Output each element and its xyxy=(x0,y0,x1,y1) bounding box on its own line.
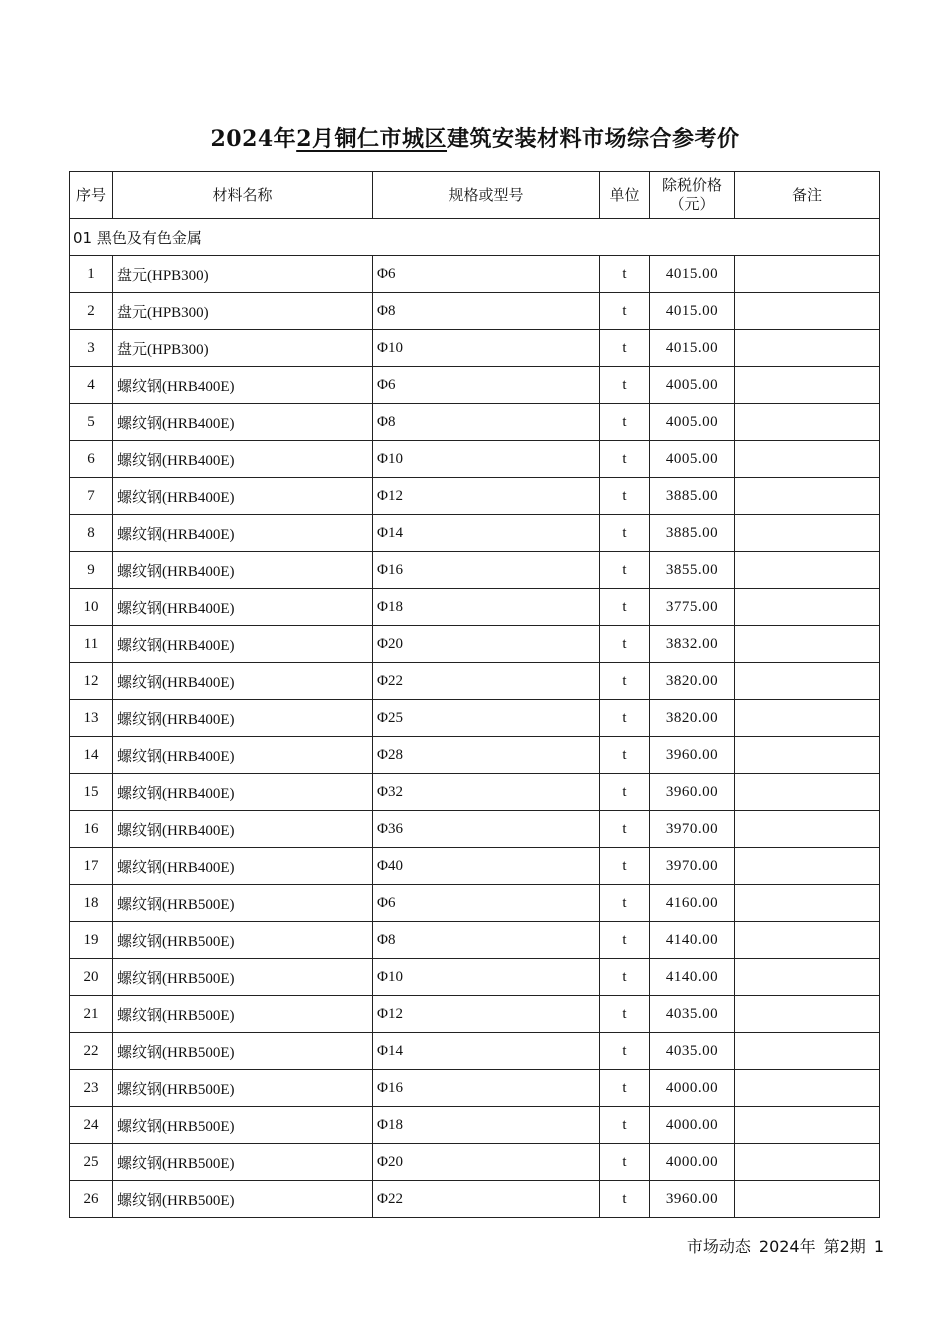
cell-name: 螺纹钢(HRB500E) xyxy=(113,1107,373,1144)
cell-no: 23 xyxy=(70,1070,113,1107)
cell-unit: t xyxy=(600,737,650,774)
cell-remark xyxy=(735,774,880,811)
cell-unit: t xyxy=(600,293,650,330)
cell-no: 24 xyxy=(70,1107,113,1144)
cell-remark xyxy=(735,330,880,367)
table-row xyxy=(70,811,880,848)
cell-unit: t xyxy=(600,1033,650,1070)
cell-remark xyxy=(735,663,880,700)
table-row xyxy=(70,959,880,996)
table-row xyxy=(70,1144,880,1181)
cell-remark xyxy=(735,737,880,774)
header-price-line1: 除税价格 xyxy=(661,176,722,194)
table-row xyxy=(70,626,880,663)
cell-spec: Φ14 xyxy=(373,1033,600,1070)
title-subject: 建筑安装材料市场综合参考价 xyxy=(447,126,740,152)
cell-unit: t xyxy=(600,404,650,441)
cell-remark xyxy=(735,1070,880,1107)
cell-name: 螺纹钢(HRB400E) xyxy=(113,552,373,589)
cell-spec: Φ25 xyxy=(373,700,600,737)
cell-no: 26 xyxy=(70,1181,113,1218)
cell-remark xyxy=(735,441,880,478)
cell-spec: Φ20 xyxy=(373,1144,600,1181)
cell-price: 3832.00 xyxy=(650,626,735,663)
table-row xyxy=(70,478,880,515)
cell-name: 螺纹钢(HRB400E) xyxy=(113,367,373,404)
cell-spec: Φ8 xyxy=(373,404,600,441)
header-spec: 规格或型号 xyxy=(373,172,600,219)
cell-spec: Φ12 xyxy=(373,478,600,515)
table-row xyxy=(70,256,880,293)
cell-unit: t xyxy=(600,663,650,700)
cell-remark xyxy=(735,848,880,885)
cell-name: 螺纹钢(HRB500E) xyxy=(113,922,373,959)
table-row xyxy=(70,330,880,367)
cell-no: 7 xyxy=(70,478,113,515)
table-row xyxy=(70,552,880,589)
cell-remark xyxy=(735,885,880,922)
cell-spec: Φ20 xyxy=(373,626,600,663)
cell-remark xyxy=(735,811,880,848)
table-row xyxy=(70,663,880,700)
cell-spec: Φ16 xyxy=(373,1070,600,1107)
cell-no: 2 xyxy=(70,293,113,330)
page-footer xyxy=(679,1234,884,1257)
cell-remark xyxy=(735,1107,880,1144)
cell-no: 25 xyxy=(70,1144,113,1181)
cell-spec: Φ8 xyxy=(373,293,600,330)
cell-remark xyxy=(735,404,880,441)
cell-price: 3960.00 xyxy=(650,1181,735,1218)
cell-spec: Φ10 xyxy=(373,441,600,478)
cell-no: 16 xyxy=(70,811,113,848)
table-row xyxy=(70,1070,880,1107)
cell-no: 14 xyxy=(70,737,113,774)
cell-spec: Φ16 xyxy=(373,552,600,589)
cell-remark xyxy=(735,256,880,293)
cell-no: 11 xyxy=(70,626,113,663)
cell-spec: Φ6 xyxy=(373,367,600,404)
cell-no: 17 xyxy=(70,848,113,885)
cell-price: 4140.00 xyxy=(650,959,735,996)
cell-name: 盘元(HPB300) xyxy=(113,256,373,293)
cell-name: 螺纹钢(HRB500E) xyxy=(113,996,373,1033)
cell-name: 螺纹钢(HRB400E) xyxy=(113,515,373,552)
header-price xyxy=(650,172,735,219)
cell-price: 3960.00 xyxy=(650,774,735,811)
cell-no: 15 xyxy=(70,774,113,811)
cell-price: 4000.00 xyxy=(650,1144,735,1181)
table-row xyxy=(70,737,880,774)
cell-price: 4035.00 xyxy=(650,996,735,1033)
table-row xyxy=(70,996,880,1033)
cell-name: 螺纹钢(HRB500E) xyxy=(113,885,373,922)
cell-no: 19 xyxy=(70,922,113,959)
cell-remark xyxy=(735,478,880,515)
cell-unit: t xyxy=(600,959,650,996)
cell-unit: t xyxy=(600,441,650,478)
cell-name: 螺纹钢(HRB500E) xyxy=(113,1070,373,1107)
table-row xyxy=(70,885,880,922)
table-row xyxy=(70,589,880,626)
cell-price: 3820.00 xyxy=(650,700,735,737)
cell-no: 8 xyxy=(70,515,113,552)
cell-spec: Φ28 xyxy=(373,737,600,774)
cell-remark xyxy=(735,996,880,1033)
cell-remark xyxy=(735,1033,880,1070)
table-row xyxy=(70,700,880,737)
cell-no: 22 xyxy=(70,1033,113,1070)
cell-price: 3855.00 xyxy=(650,552,735,589)
cell-spec: Φ8 xyxy=(373,922,600,959)
cell-spec: Φ22 xyxy=(373,663,600,700)
cell-remark xyxy=(735,367,880,404)
title-year: 2024年 xyxy=(210,126,297,152)
cell-price: 4015.00 xyxy=(650,330,735,367)
cell-unit: t xyxy=(600,811,650,848)
cell-unit: t xyxy=(600,996,650,1033)
header-unit: 单位 xyxy=(600,172,650,219)
cell-remark xyxy=(735,552,880,589)
cell-spec: Φ10 xyxy=(373,959,600,996)
cell-unit: t xyxy=(600,626,650,663)
cell-spec: Φ18 xyxy=(373,1107,600,1144)
cell-price: 4005.00 xyxy=(650,404,735,441)
cell-name: 盘元(HPB300) xyxy=(113,330,373,367)
cell-remark xyxy=(735,1181,880,1218)
cell-no: 12 xyxy=(70,663,113,700)
cell-price: 3885.00 xyxy=(650,515,735,552)
footer-publication: 市场动态 xyxy=(686,1237,751,1256)
cell-no: 5 xyxy=(70,404,113,441)
cell-remark xyxy=(735,589,880,626)
cell-spec: Φ32 xyxy=(373,774,600,811)
cell-name: 螺纹钢(HRB400E) xyxy=(113,774,373,811)
cell-remark xyxy=(735,922,880,959)
cell-unit: t xyxy=(600,552,650,589)
cell-unit: t xyxy=(600,700,650,737)
cell-spec: Φ10 xyxy=(373,330,600,367)
cell-name: 螺纹钢(HRB500E) xyxy=(113,1181,373,1218)
cell-unit: t xyxy=(600,1181,650,1218)
cell-remark xyxy=(735,626,880,663)
table-row xyxy=(70,1181,880,1218)
cell-unit: t xyxy=(600,848,650,885)
cell-name: 螺纹钢(HRB400E) xyxy=(113,737,373,774)
table-row xyxy=(70,774,880,811)
cell-price: 4015.00 xyxy=(650,293,735,330)
cell-name: 螺纹钢(HRB500E) xyxy=(113,1033,373,1070)
table-row xyxy=(70,404,880,441)
header-remark: 备注 xyxy=(735,172,880,219)
header-price-line2: （元） xyxy=(669,195,715,213)
cell-no: 10 xyxy=(70,589,113,626)
cell-no: 1 xyxy=(70,256,113,293)
cell-unit: t xyxy=(600,774,650,811)
cell-price: 3970.00 xyxy=(650,811,735,848)
cell-name: 螺纹钢(HRB400E) xyxy=(113,441,373,478)
table-row xyxy=(70,1033,880,1070)
cell-name: 螺纹钢(HRB400E) xyxy=(113,700,373,737)
cell-remark xyxy=(735,515,880,552)
cell-no: 4 xyxy=(70,367,113,404)
cell-unit: t xyxy=(600,589,650,626)
cell-price: 4000.00 xyxy=(650,1070,735,1107)
cell-price: 4160.00 xyxy=(650,885,735,922)
cell-price: 4035.00 xyxy=(650,1033,735,1070)
cell-no: 3 xyxy=(70,330,113,367)
cell-spec: Φ40 xyxy=(373,848,600,885)
cell-no: 13 xyxy=(70,700,113,737)
cell-name: 螺纹钢(HRB400E) xyxy=(113,589,373,626)
cell-name: 螺纹钢(HRB500E) xyxy=(113,959,373,996)
cell-unit: t xyxy=(600,478,650,515)
table-row xyxy=(70,848,880,885)
cell-unit: t xyxy=(600,1107,650,1144)
cell-price: 3820.00 xyxy=(650,663,735,700)
category-label: 01 黑色及有色金属 xyxy=(70,219,880,256)
cell-spec: Φ14 xyxy=(373,515,600,552)
cell-unit: t xyxy=(600,922,650,959)
cell-remark xyxy=(735,293,880,330)
table-row xyxy=(70,1107,880,1144)
cell-unit: t xyxy=(600,515,650,552)
cell-price: 4015.00 xyxy=(650,256,735,293)
cell-remark xyxy=(735,959,880,996)
cell-name: 螺纹钢(HRB400E) xyxy=(113,626,373,663)
cell-name: 螺纹钢(HRB400E) xyxy=(113,478,373,515)
cell-name: 螺纹钢(HRB500E) xyxy=(113,1144,373,1181)
cell-spec: Φ6 xyxy=(373,885,600,922)
cell-price: 4000.00 xyxy=(650,1107,735,1144)
table-row xyxy=(70,441,880,478)
footer-issue: 第2期 xyxy=(823,1237,866,1256)
cell-price: 3970.00 xyxy=(650,848,735,885)
cell-price: 4005.00 xyxy=(650,441,735,478)
cell-unit: t xyxy=(600,1144,650,1181)
cell-no: 21 xyxy=(70,996,113,1033)
cell-no: 6 xyxy=(70,441,113,478)
table-row xyxy=(70,367,880,404)
cell-no: 20 xyxy=(70,959,113,996)
cell-price: 4005.00 xyxy=(650,367,735,404)
cell-spec: Φ12 xyxy=(373,996,600,1033)
cell-price: 3960.00 xyxy=(650,737,735,774)
cell-unit: t xyxy=(600,1070,650,1107)
title-region: 铜仁市城区 xyxy=(334,126,448,152)
cell-unit: t xyxy=(600,330,650,367)
table-row xyxy=(70,515,880,552)
cell-spec: Φ36 xyxy=(373,811,600,848)
header-no: 序号 xyxy=(70,172,113,219)
cell-unit: t xyxy=(600,885,650,922)
cell-no: 18 xyxy=(70,885,113,922)
cell-name: 盘元(HPB300) xyxy=(113,293,373,330)
cell-price: 3775.00 xyxy=(650,589,735,626)
cell-spec: Φ22 xyxy=(373,1181,600,1218)
cell-unit: t xyxy=(600,256,650,293)
category-row xyxy=(70,219,880,256)
cell-price: 3885.00 xyxy=(650,478,735,515)
cell-spec: Φ18 xyxy=(373,589,600,626)
header-name: 材料名称 xyxy=(113,172,373,219)
table-row xyxy=(70,922,880,959)
price-table xyxy=(69,171,880,1218)
cell-spec: Φ6 xyxy=(373,256,600,293)
cell-price: 4140.00 xyxy=(650,922,735,959)
cell-name: 螺纹钢(HRB400E) xyxy=(113,663,373,700)
table-row xyxy=(70,293,880,330)
cell-unit: t xyxy=(600,367,650,404)
cell-name: 螺纹钢(HRB400E) xyxy=(113,811,373,848)
page-title xyxy=(0,122,950,153)
title-month: 2月 xyxy=(296,126,335,152)
table-header-row xyxy=(70,172,880,219)
cell-no: 9 xyxy=(70,552,113,589)
cell-remark xyxy=(735,1144,880,1181)
footer-page-number: 1 xyxy=(873,1237,884,1256)
cell-name: 螺纹钢(HRB400E) xyxy=(113,848,373,885)
footer-issue-year: 2024年 xyxy=(758,1237,816,1256)
cell-name: 螺纹钢(HRB400E) xyxy=(113,404,373,441)
cell-remark xyxy=(735,700,880,737)
